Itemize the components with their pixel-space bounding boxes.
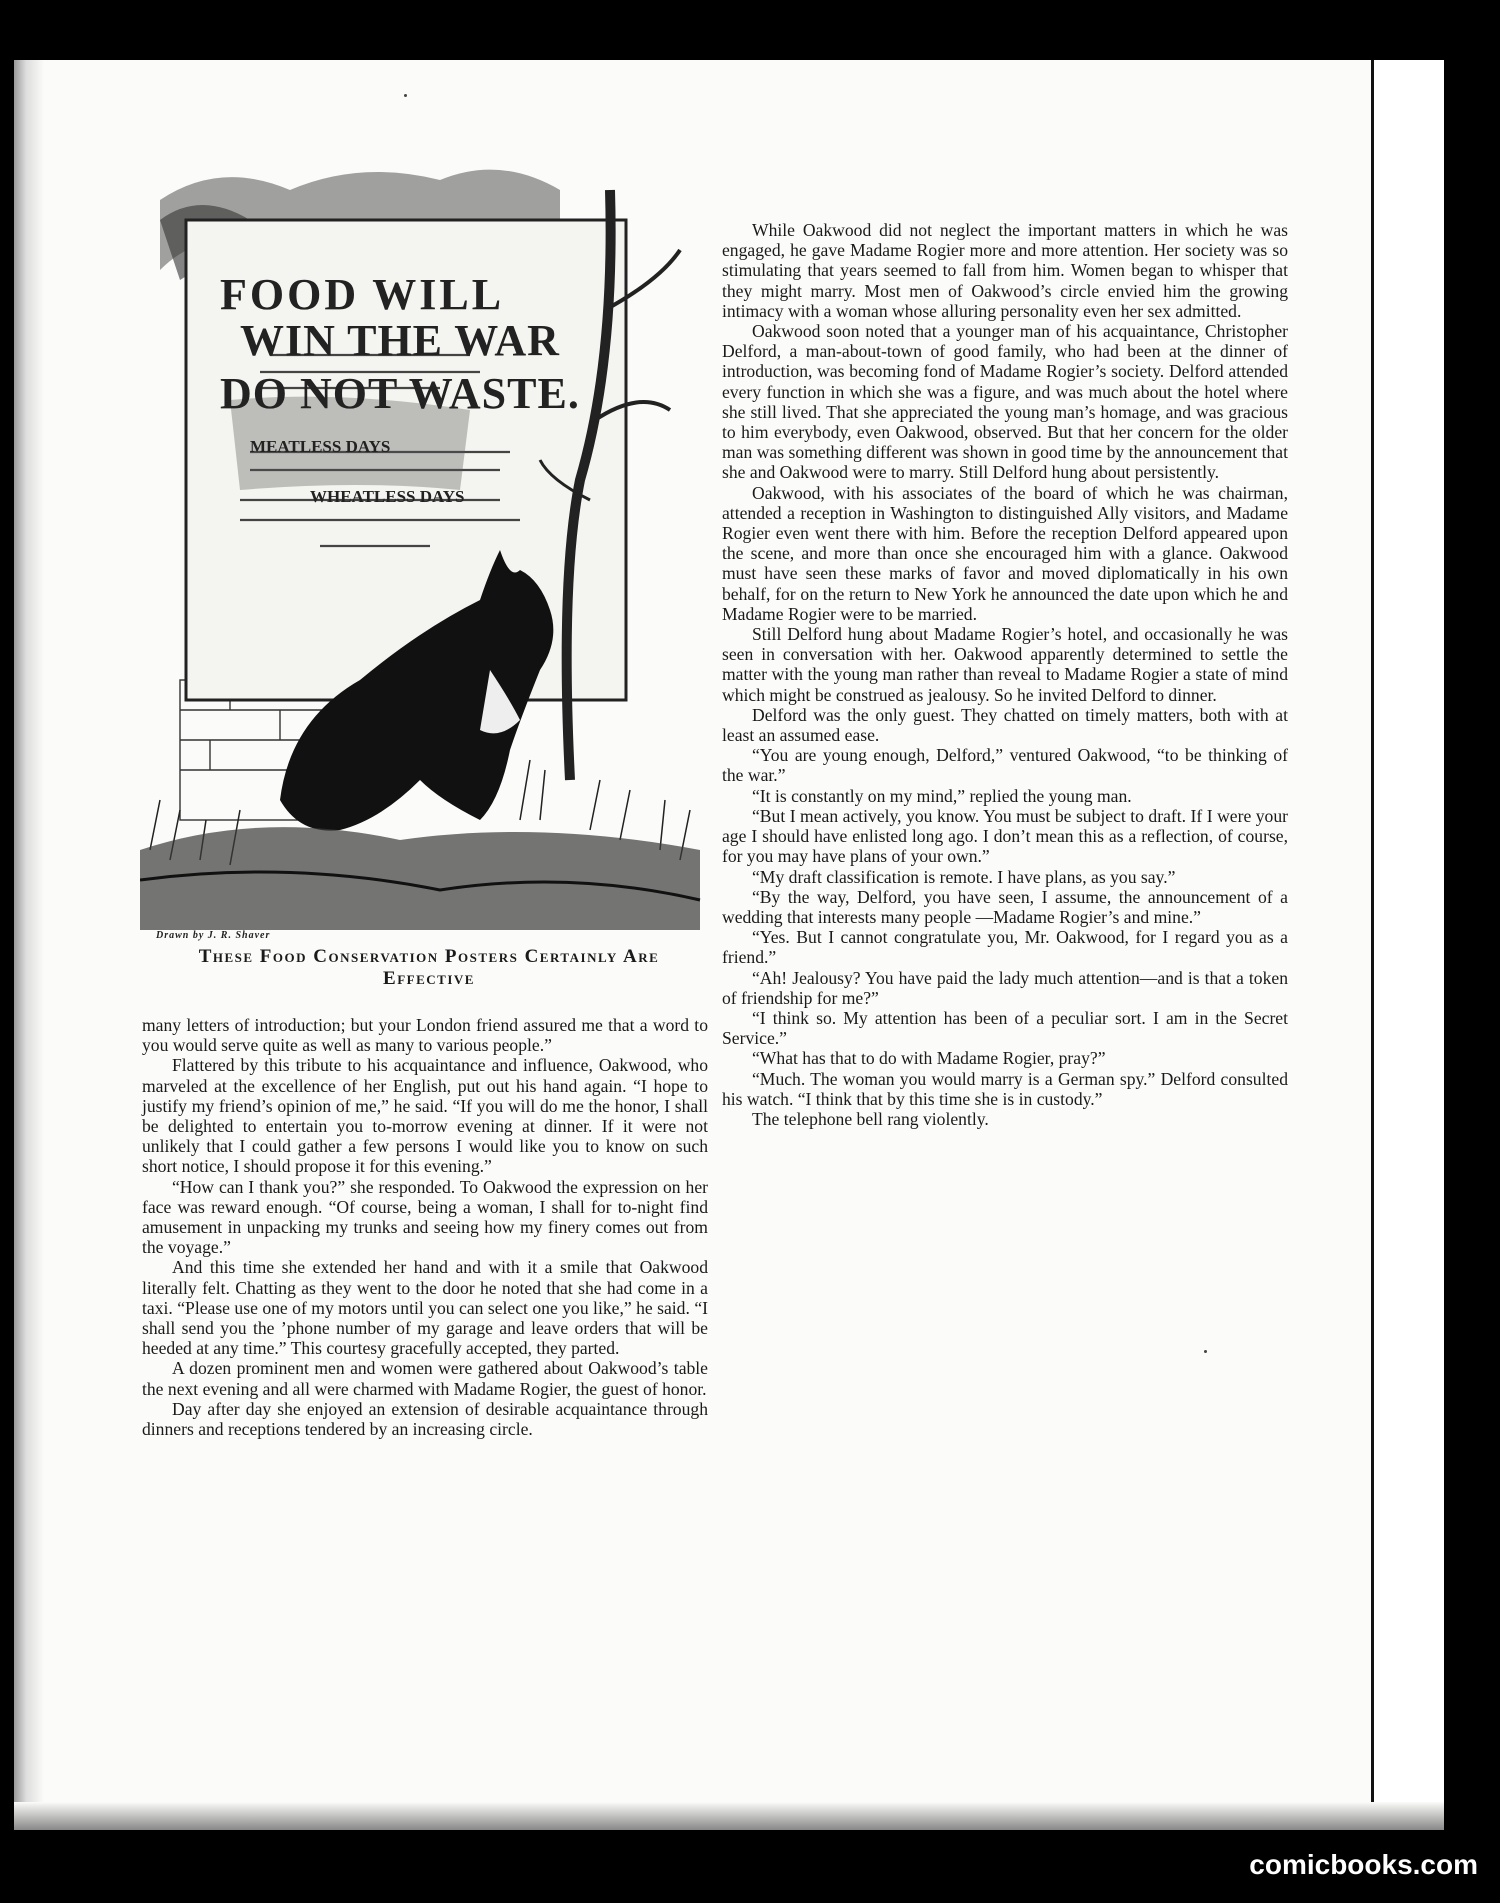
watermark: comicbooks.com: [1249, 1849, 1478, 1880]
paragraph: “I think so. My attention has been of a peculiar sort. I am in the Secret Service.”: [722, 1007, 1288, 1049]
paragraph: many letters of introduction; but your London friend assured me that a word to you would serve quite as well as many to various people.”: [142, 1015, 708, 1056]
poster-text: [220, 272, 600, 512]
paragraph: “Much. The woman you would marry is a German spy.” Delford consulted his watch. “I think that by this time she is in custody.”: [722, 1068, 1288, 1109]
paragraph: “What has that to do with Madame Rogier, pray?”: [752, 1048, 1106, 1069]
paragraph: While Oakwood did not neglect the important matters in which he was engaged, he gave Madame Rogier more and more attention. Her society was so stimulating that years seemed to fall from him. Women began to whisper that they might marry. Most men of Oakwood’s circle envied him the growing intimacy with a woman whose alluring personality even her sex admitted.: [722, 220, 1288, 321]
paragraph: Still Delford hung about Madame Rogier’s hotel, and occasionally he was seen in conversation with her. Oakwood apparently determined to settle the matter with the young man rather than reveal to Madame Rogier a state of mind which might be construed as jealousy. So he invited Delford to dinner.: [722, 624, 1288, 705]
paragraph: Delford was the only guest. They chatted on timely matters, both with at least an assumed ease.: [722, 704, 1288, 746]
poster-line-1: FOOD WILL: [220, 270, 505, 319]
paragraph: And this time she extended her hand and with it a smile that Oakwood literally felt. Chatting as they went to the door he noted that she had come in a taxi. “Please use one of my motors until you can select one you like,” he said. “I shall send you the ’phone number of my garage and leave orders that will be heeded at any time.” This courtesy gracefully accepted, they parted.: [142, 1257, 708, 1359]
paragraph: “How can I thank you?” she responded. To Oakwood the expression on her face was reward enough. “Of course, being a woman, I shall for to-night find amusement in unpacking my trunks and seeing how my finery comes out from the voyage.”: [142, 1176, 708, 1258]
paragraph: Oakwood soon noted that a younger man of his acquaintance, Christopher Delford, a man-about-town of good family, who had been at the dinner of introduction, was becoming fond of Madame Rogier’s society. Delford attended every function in which she was a figure, and was much about the hotel where she still lived. That she appreciated the young man’s homage, and was gracious to him everybody, even Oakwood, observed. But that her concern for the older man was something different was shown in good time by the announcement that she and Oakwood were to marry. Still Delford hung about persistently.: [722, 321, 1288, 483]
poster-wheatless: WHEATLESS DAYS: [310, 487, 465, 506]
right-column: [722, 220, 1288, 1129]
left-column: [142, 1015, 708, 1439]
poster-meatless: MEATLESS DAYS: [250, 437, 391, 456]
paragraph: “It is constantly on my mind,” replied the young man.: [752, 785, 1132, 806]
page-gutter-shadow: [14, 60, 44, 1830]
speck: [404, 94, 407, 97]
poster-illustration: [140, 160, 710, 930]
paragraph: Flattered by this tribute to his acquaintance and influence, Oakwood, who marveled at the excellence of her English, put out his hand again. “I hope to justify my friend’s opinion of me,” he said. “If you will do me the honor, I shall be delighted to entertain you to-morrow evening at dinner. If it were not unlikely that I could gather a few persons I would like you to know on such short notice, I should propose it for this evening.”: [142, 1055, 708, 1177]
paragraph: “But I mean actively, you know. You must be subject to draft. If I were your age I should have enlisted long ago. I don’t mean this as a reflection, of course, for you may have plans of your own.”: [722, 805, 1288, 867]
paragraph: “You are young enough, Delford,” ventured Oakwood, “to be thinking of the war.”: [722, 745, 1288, 786]
speck: [1204, 1350, 1207, 1353]
poster-line-3: DO NOT WASTE.: [220, 369, 580, 418]
magazine-page: [14, 60, 1444, 1830]
illustration-credit: Drawn by J. R. Shaver: [156, 930, 271, 941]
paragraph: Day after day she enjoyed an extension of desirable acquaintance through dinners and receptions tendered by an increasing circle.: [142, 1398, 708, 1440]
next-page-edge: [1371, 60, 1444, 1830]
poster-line-2: WIN THE WAR: [240, 316, 560, 365]
paragraph: “Ah! Jealousy? You have paid the lady much attention—and is that a token of friendship for me?”: [722, 967, 1288, 1008]
paragraph: “My draft classification is remote. I have plans, as you say.”: [752, 866, 1176, 887]
paragraph: Oakwood, with his associates of the board of which he was chairman, attended a reception in Washington to distinguished Ally visitors, and Madame Rogier even went there with him. Before the reception Delford appeared upon the scene, and more than once she encouraged him with a glance. Oakwood must have seen these marks of favor and moved diplomatically in his own behalf, for on the return to New York he announced the date upon which he and Madame Rogier were to be married.: [722, 482, 1288, 624]
paragraph: “By the way, Delford, you have seen, I assume, the announcement of a wedding that interests many people —Madame Rogier’s and mine.”: [722, 886, 1288, 927]
paragraph: The telephone bell rang violently.: [752, 1108, 989, 1129]
page-bottom-edge: [14, 1802, 1444, 1830]
illustration-caption: These Food Conservation Posters Certainly Are Effective: [198, 946, 660, 989]
paragraph: “Yes. But I cannot congratulate you, Mr. Oakwood, for I regard you as a friend.”: [722, 927, 1288, 968]
paragraph: A dozen prominent men and women were gathered about Oakwood’s table the next evening and all were charmed with Madame Rogier, the guest of honor.: [142, 1358, 708, 1399]
